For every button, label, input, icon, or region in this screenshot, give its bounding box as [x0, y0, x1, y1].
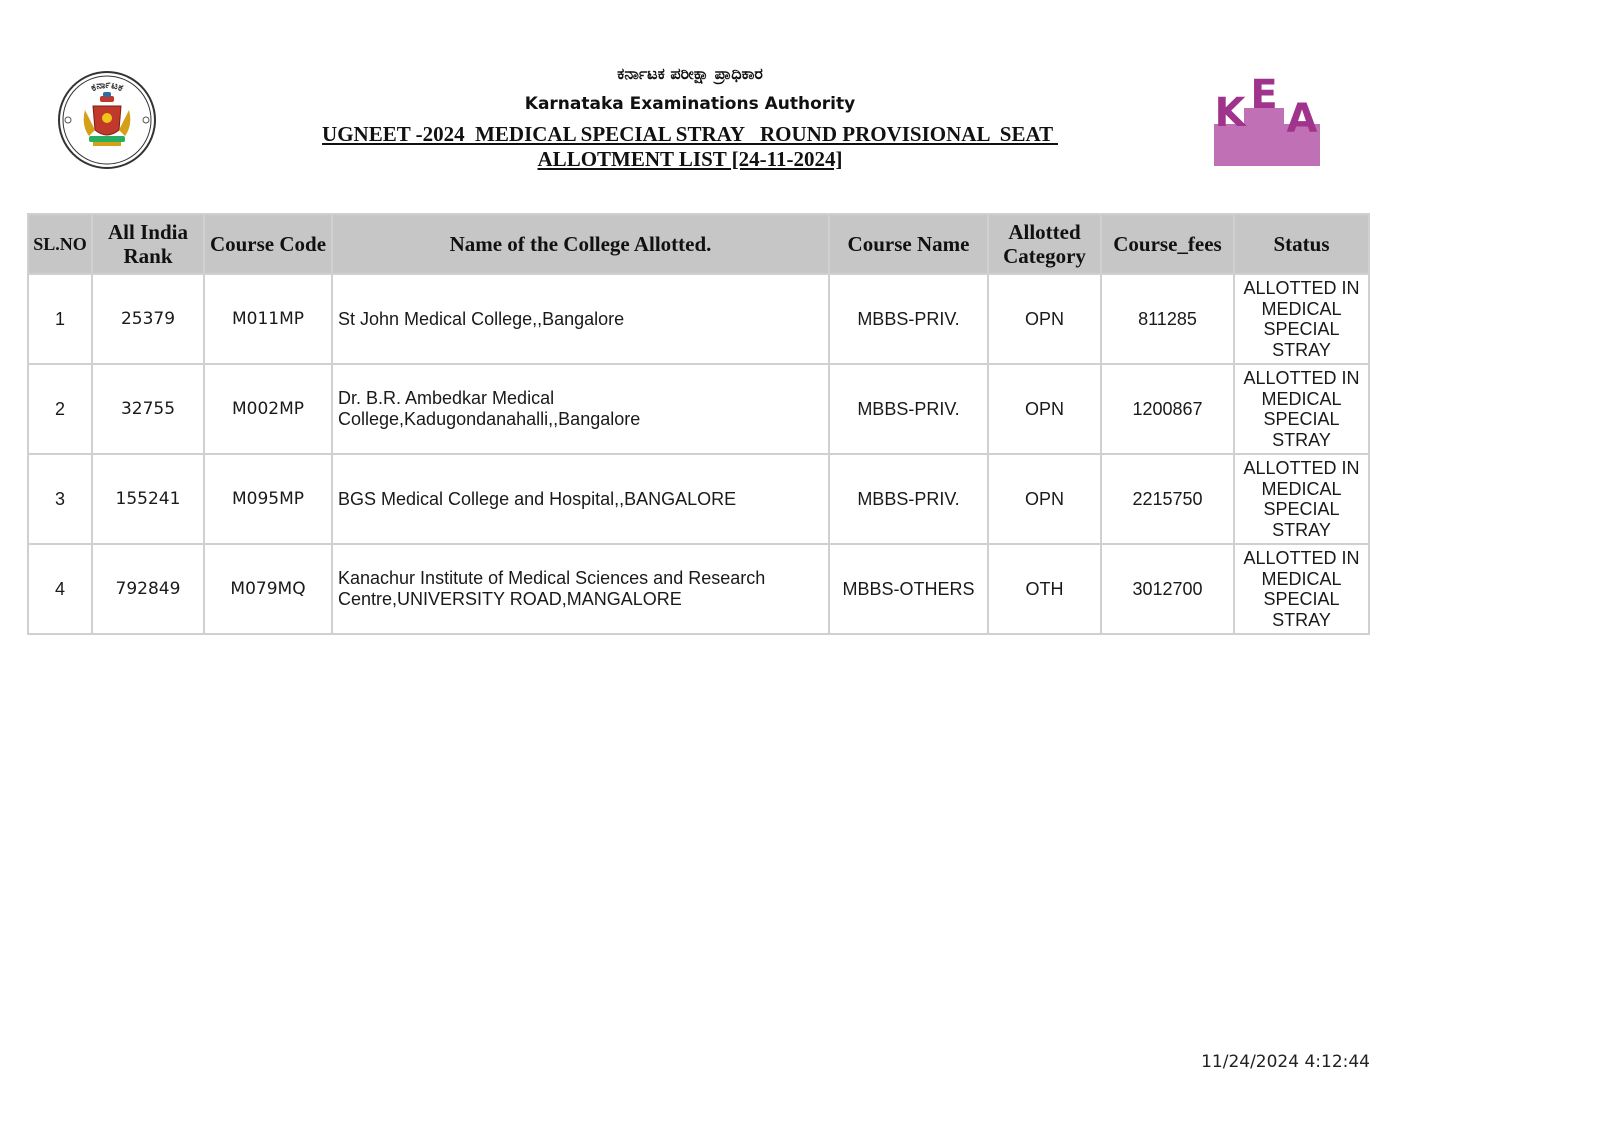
- sl-no-cell: 4: [28, 544, 92, 634]
- course-code-cell: M002MP: [204, 364, 332, 454]
- course-fees-cell: 1200867: [1101, 364, 1234, 454]
- kea-logo: [1214, 74, 1320, 166]
- column-header-status: Status: [1234, 214, 1369, 274]
- rank-cell: 792849: [92, 544, 204, 634]
- title-line-2: ALLOTMENT LIST [24-11-2024]: [537, 147, 843, 171]
- allotment-table: [27, 213, 1370, 635]
- table-row: [28, 544, 1369, 634]
- column-header-sl-no: SL.NO: [28, 214, 92, 274]
- authority-name-kannada: ಕರ್ನಾಟಕ ಪರೀಕ್ಷಾ ಪ್ರಾಧಿಕಾರ: [617, 64, 763, 83]
- category-cell: OTH: [988, 544, 1101, 634]
- table-row: [28, 364, 1369, 454]
- status-cell: ALLOTTED IN MEDICAL SPECIAL STRAY: [1234, 454, 1369, 544]
- title-line-1: UGNEET -2024 MEDICAL SPECIAL STRAY ROUND PROVISIONAL SEAT: [322, 122, 1058, 146]
- table-row: [28, 274, 1369, 364]
- document-title: [270, 122, 1110, 172]
- print-timestamp: 11/24/2024 4:12:44: [1201, 1052, 1370, 1072]
- logo-letter-e: E: [1250, 74, 1278, 118]
- rank-cell: 32755: [92, 364, 204, 454]
- category-cell: OPN: [988, 364, 1101, 454]
- logo-letter-k: K: [1214, 90, 1246, 136]
- sl-no-cell: 2: [28, 364, 92, 454]
- college-name-cell: Kanachur Institute of Medical Sciences and Research Centre,UNIVERSITY ROAD,MANGALORE: [332, 544, 829, 634]
- column-header-all-india-rank: All India Rank: [92, 214, 204, 274]
- course-code-cell: M095MP: [204, 454, 332, 544]
- column-header-college-name: Name of the College Allotted.: [332, 214, 829, 274]
- rank-cell: 155241: [92, 454, 204, 544]
- seal-top-text: ಕರ್ನಾಟಕ: [89, 79, 125, 95]
- column-header-course-name: Course Name: [829, 214, 988, 274]
- course-name-cell: MBBS-OTHERS: [829, 544, 988, 634]
- document-header: [270, 62, 1110, 172]
- column-header-course-code: Course Code: [204, 214, 332, 274]
- rank-cell: 25379: [92, 274, 204, 364]
- course-code-cell: M079MQ: [204, 544, 332, 634]
- course-fees-cell: 3012700: [1101, 544, 1234, 634]
- logo-letter-a: A: [1286, 96, 1318, 142]
- course-name-cell: MBBS-PRIV.: [829, 454, 988, 544]
- sl-no-cell: 1: [28, 274, 92, 364]
- category-cell: OPN: [988, 454, 1101, 544]
- table-row: [28, 454, 1369, 544]
- status-cell: ALLOTTED IN MEDICAL SPECIAL STRAY: [1234, 274, 1369, 364]
- course-name-cell: MBBS-PRIV.: [829, 364, 988, 454]
- status-cell: ALLOTTED IN MEDICAL SPECIAL STRAY: [1234, 544, 1369, 634]
- sl-no-cell: 3: [28, 454, 92, 544]
- authority-name: Karnataka Examinations Authority: [524, 94, 856, 114]
- college-name-cell: Dr. B.R. Ambedkar Medical College,Kadugondanahalli,,Bangalore: [332, 364, 829, 454]
- college-name-cell: St John Medical College,,Bangalore: [332, 274, 829, 364]
- column-header-allotted-category: Allotted Category: [988, 214, 1101, 274]
- course-fees-cell: 811285: [1101, 274, 1234, 364]
- karnataka-seal: [57, 70, 157, 170]
- column-header-course-fees: Course_fees: [1101, 214, 1234, 274]
- course-code-cell: M011MP: [204, 274, 332, 364]
- course-fees-cell: 2215750: [1101, 454, 1234, 544]
- category-cell: OPN: [988, 274, 1101, 364]
- status-cell: ALLOTTED IN MEDICAL SPECIAL STRAY: [1234, 364, 1369, 454]
- college-name-cell: BGS Medical College and Hospital,,BANGALORE: [332, 454, 829, 544]
- course-name-cell: MBBS-PRIV.: [829, 274, 988, 364]
- table-header-row: [28, 214, 1369, 274]
